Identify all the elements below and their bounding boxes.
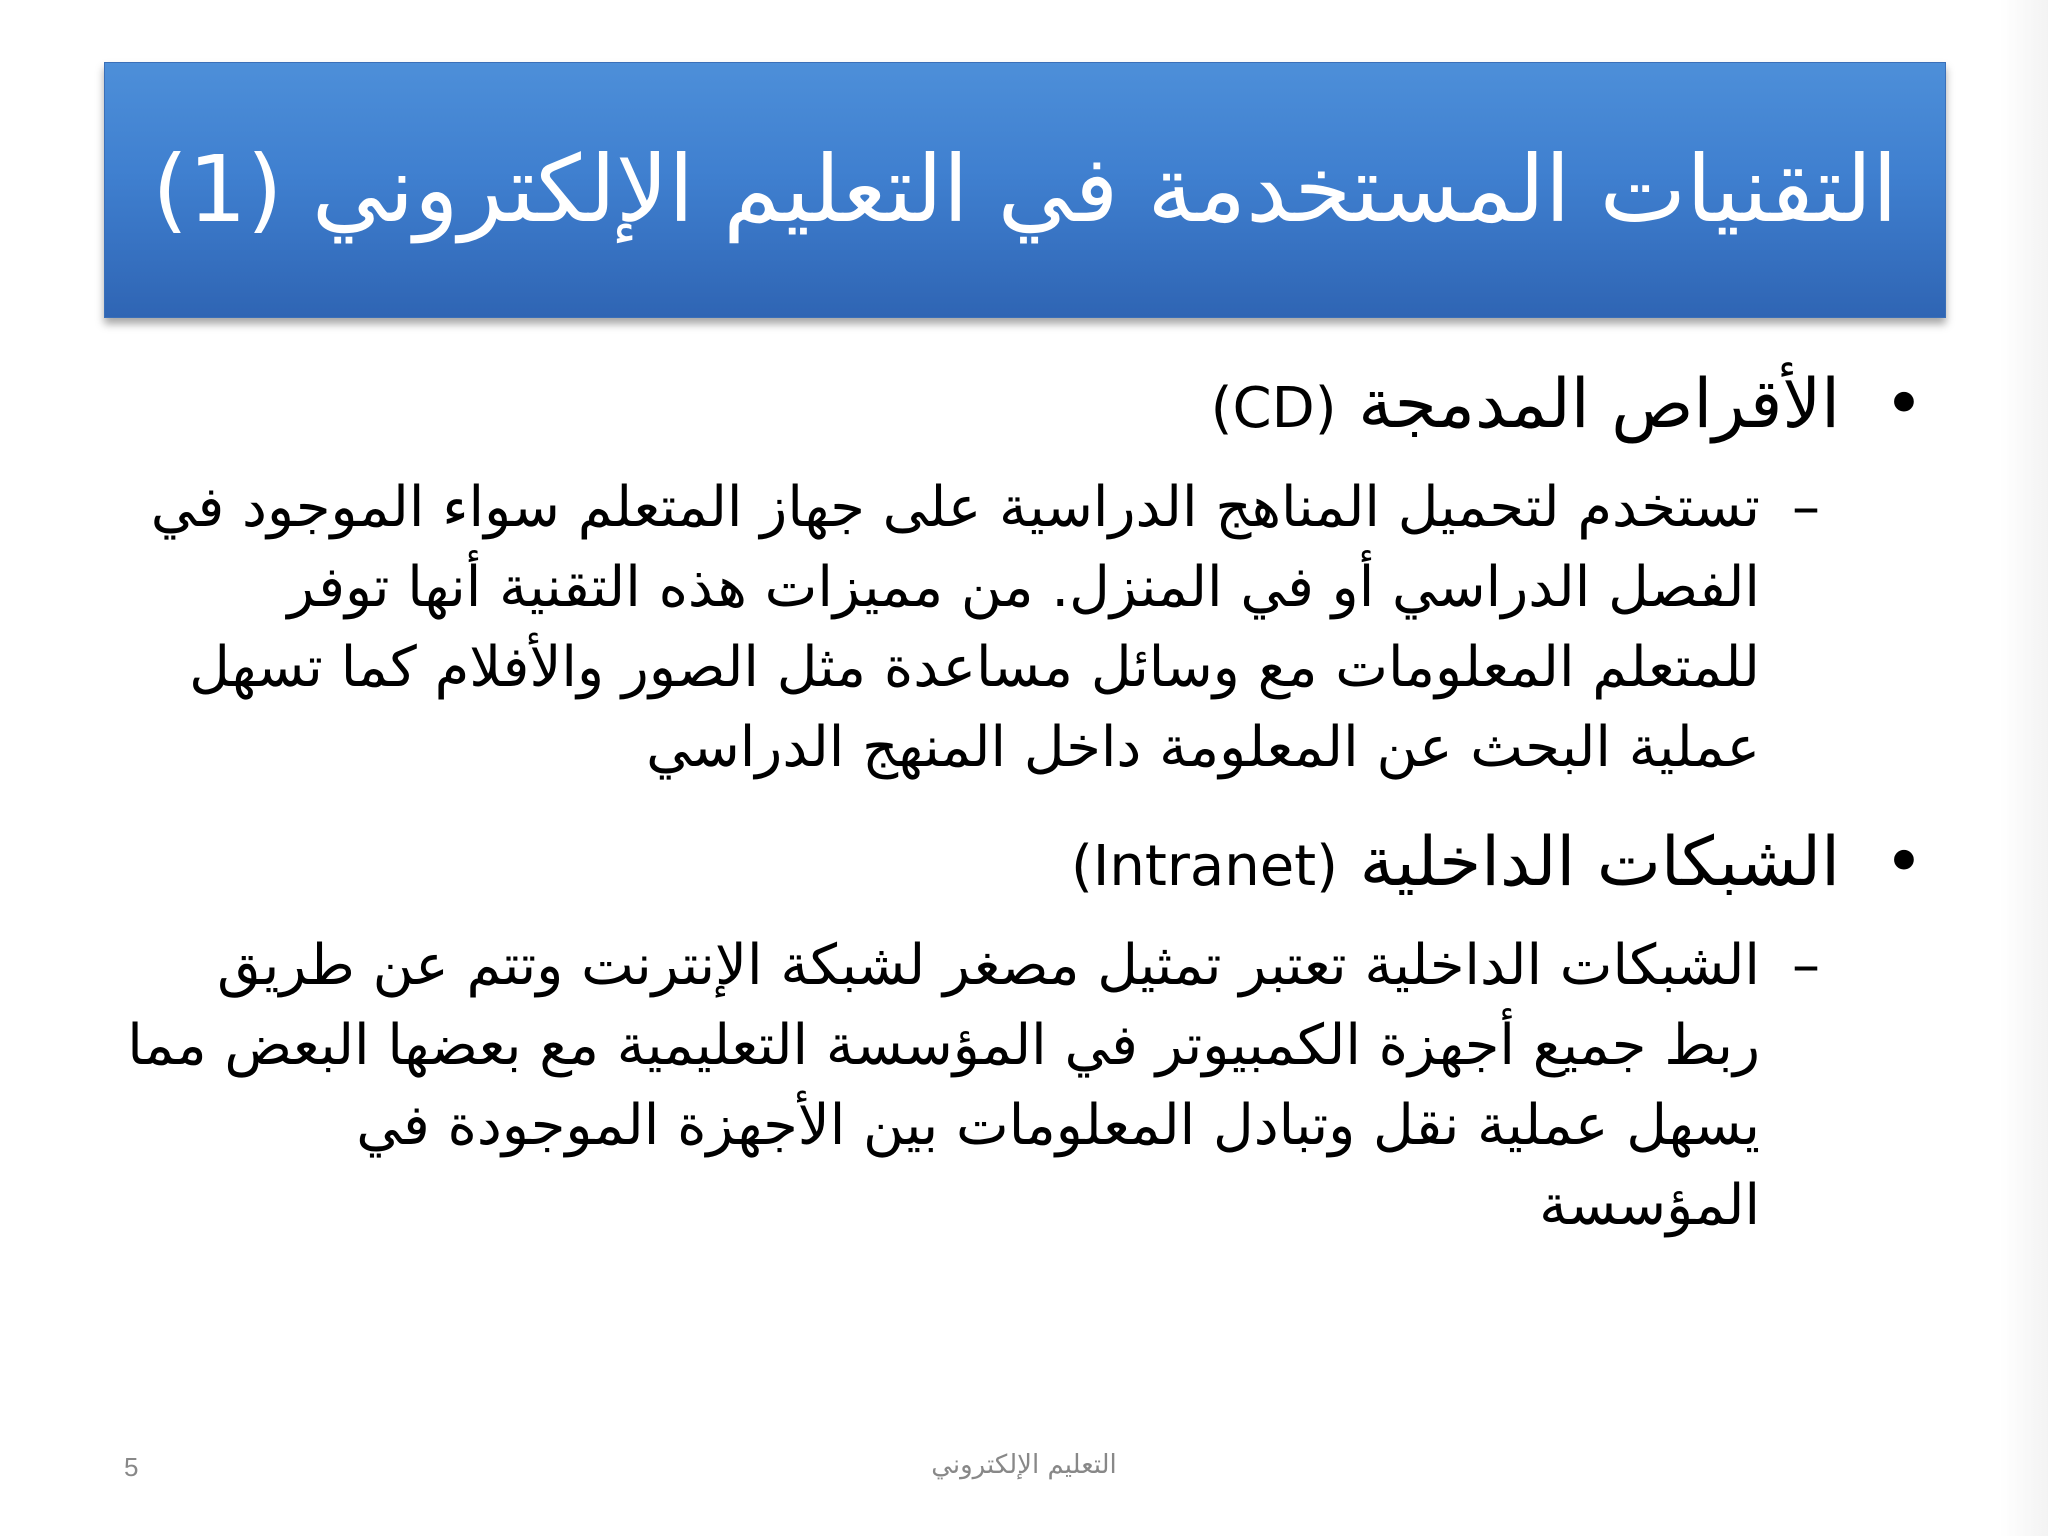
sub-text: الشبكات الداخلية تعتبر تمثيل مصغر لشبكة الإنترنت وتتم عن طريق ربط جميع أجهزة الكمبيوتر في المؤسسة التعليمية مع بعضها البعض مما يسهل عملية نقل وتبادل المعلومات بين الأجهزة الموجودة في المؤسسة [127,933,1760,1238]
bullet-latin-term: (Intranet) [1071,834,1338,899]
title-banner [104,62,1946,318]
footer-caption: التعليم الإلكتروني [931,1450,1117,1480]
bullet-item-intranet [120,818,1940,912]
dash-icon: – [1792,933,1820,998]
slide-edge [2000,0,2048,1536]
slide-content [120,360,1940,1276]
sub-text: تستخدم لتحميل المناهج الدراسية على جهاز المتعلم سواء الموجود في الفصل الدراسي أو في المنزل. من مميزات هذه التقنية أنها توفر للمتعلم المعلومات مع وسائل مساعدة مثل الصور والأفلام كما تسهل عملية البحث عن المعلومة داخل المنهج الدراسي [150,475,1760,780]
bullet-text: الشبكات الداخلية [1359,823,1840,902]
bullet-icon: • [1883,823,1924,902]
bullet-item-cd [120,360,1940,454]
bullet-latin-term: (CD) [1210,376,1337,441]
sub-item-intranet [120,926,1940,1246]
slide-title: التقنيات المستخدمة في التعليم الإلكتروني (1) [152,136,1898,243]
slide-number: 5 [124,1452,139,1482]
sub-item-cd [120,468,1940,788]
dash-icon: – [1792,475,1820,540]
bullet-text: الأقراص المدمجة [1358,365,1840,444]
bullet-icon: • [1883,365,1924,444]
